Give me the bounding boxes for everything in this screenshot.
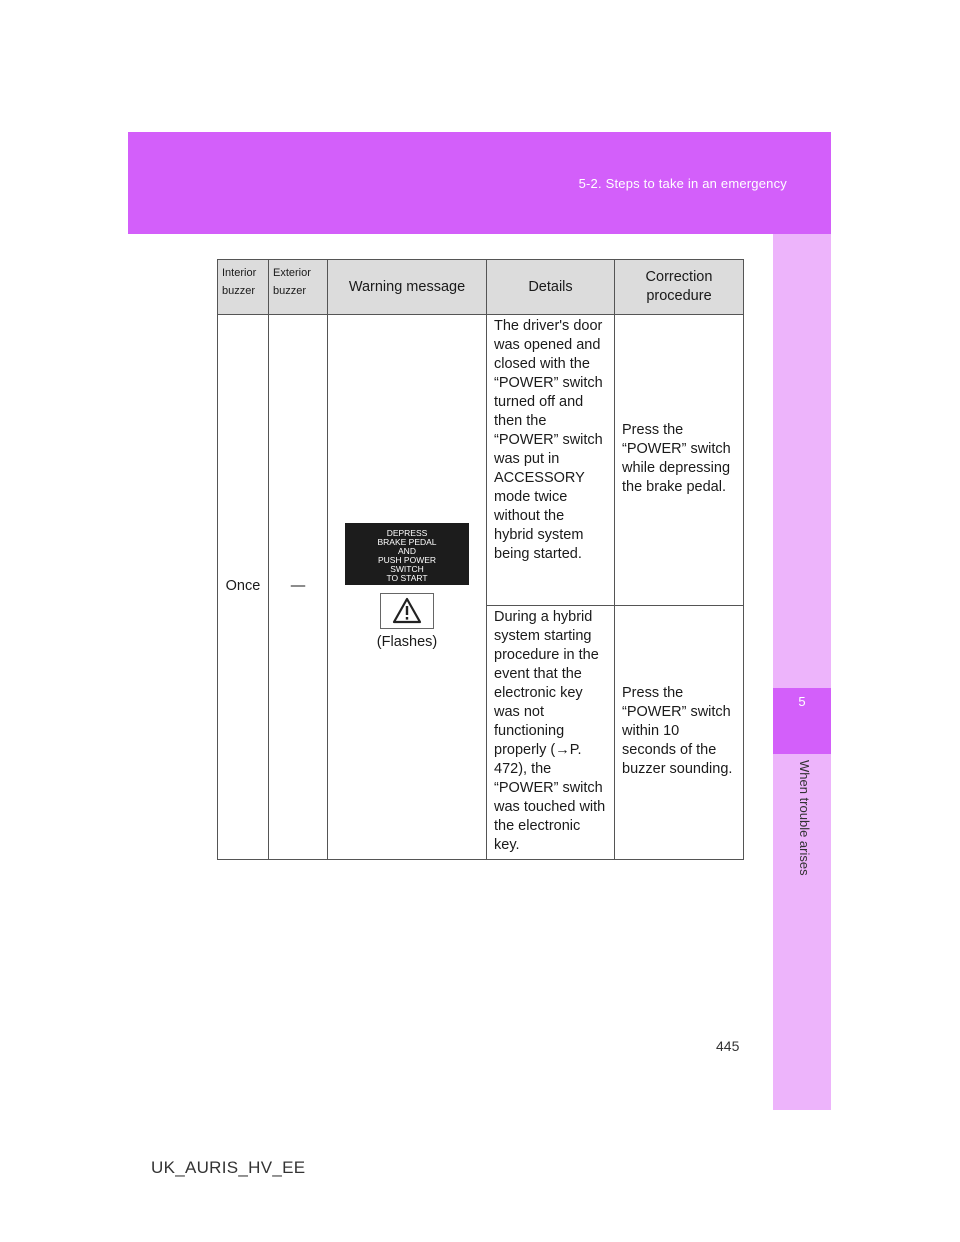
correction-cell: Press the “POWER” switch within 10 seconds of the buzzer sounding. [615, 606, 744, 860]
side-tab-label [773, 760, 831, 900]
col-header-warning-message: Warning message [328, 260, 487, 315]
page-number: 445 [716, 1038, 740, 1054]
table-row [218, 315, 744, 606]
display-line: PUSH POWER [377, 554, 437, 565]
col-header-interior-buzzer: Interior buzzer [218, 260, 269, 315]
details-cell: During a hybrid system starting procedure in the event that the electronic key was not functioning properly (→P. 472), the “POWER” switch was touched with the electronic key. [487, 606, 615, 860]
warning-message-cell [328, 315, 487, 860]
warning-triangle-icon [380, 593, 434, 629]
col-header-details: Details [487, 260, 615, 315]
col-header-correction: Correction procedure [615, 260, 744, 315]
section-title: 5-2. Steps to take in an emergency [578, 176, 787, 191]
display-line: BRAKE PEDAL [377, 536, 437, 547]
interior-buzzer-cell: Once [218, 315, 269, 860]
correction-cell: Press the “POWER” switch while depressing the brake pedal. [615, 315, 744, 606]
footer-code: UK_AURIS_HV_EE [151, 1158, 306, 1177]
display-line: AND [398, 545, 416, 556]
display-line: DEPRESS [386, 527, 428, 538]
message-display [345, 523, 469, 585]
table-header-row [218, 260, 744, 315]
col-header-exterior-buzzer: Exterior buzzer [269, 260, 328, 315]
exterior-buzzer-cell: — [269, 315, 328, 860]
warning-triangle-svg [392, 597, 422, 624]
flashes-label: (Flashes) [376, 633, 438, 650]
header-band [128, 132, 831, 234]
side-tab-label-text: When trouble arises [797, 760, 812, 876]
side-tab [773, 234, 831, 1110]
warning-table [217, 259, 744, 860]
side-tab-number: 5 [773, 688, 831, 754]
display-line: SWITCH [390, 563, 424, 574]
details-cell: The driver's door was opened and closed with the “POWER” switch turned off and then the “POWER” switch was put in ACCESSORY mode twice without the hybrid system being started. [487, 315, 615, 606]
display-line: TO START [386, 572, 428, 583]
